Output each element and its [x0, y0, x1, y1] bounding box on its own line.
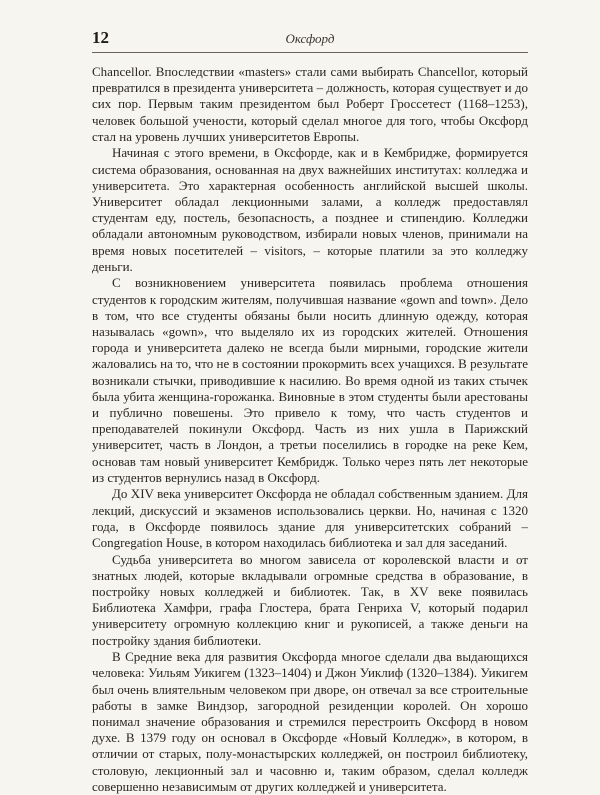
running-title: Оксфорд	[285, 31, 335, 46]
paragraph-5: Судьба университета во многом зависела от королевской власти и от знатных людей, которые вкладывали огромные средства в образование, в постройку новых колледжей и библиотек. Так, в XV веке появилась Библиотека Хамфри, графа Глостера, брата Генриха V, который подарил университету огромную коллекцию книг и рукописей, а также деньги на постройку здания библиотеки.	[92, 551, 528, 648]
paragraph-3: С возникновением университета появилась проблема отношения студентов к городским жителям, получившая название «gown and town». Дело в том, что все студенты обязаны были носить длинную одежду, которая называлась «gown», что выделяло их из городских жителей. Отношения города и университета далеко не всегда были мирными, городские жители жаловались на то, что не в состоянии прокормить всех учащихся. В результате возникали стычки, приводившие к насилию. Во время одной из таких стычек была убита женщина-горожанка. Виновные в этом студенты были арестованы и публично повешены. Это привело к тому, что часть студентов и преподавателей покинули Оксфорд. Часть из них ушла в Парижский университет, часть в Лондон, а третьи поселились в городке на реке Кем, основав там новый университет Кембридж. Только через пять лет некоторые из студентов вернулись назад в Оксфорд.	[92, 275, 528, 485]
paragraph-1: Chancellor. Впоследствии «masters» стали сами выбирать Chancellor, который превратился в президента университета – должность, которая существует и до сих пор. Первым таким президентом был Роберт Гроссетест (1168–1253), человек большой учености, который сделал многое для того, чтобы Оксфорд стал на уровень лучших университетов Европы.	[92, 64, 528, 144]
page-header	[92, 28, 528, 50]
body-text	[92, 64, 528, 795]
page-number: 12	[92, 28, 109, 47]
paragraph-4: До XIV века университет Оксфорда не обладал собственным зданием. Для лекций, дискуссий и экзаменов использовались церкви. Но, начиная с 1320 года, в Оксфорде появилось здание для университетских собраний – Congregation House, в котором находилась библиотека и зал для заседаний.	[92, 486, 528, 551]
header-rule	[92, 52, 528, 53]
paragraph-6: В Средние века для развития Оксфорда многое сделали два выдающихся человека: Уильям Уикигем (1323–1404) и Джон Уиклиф (1320–1384). Уикигем был очень влиятельным человеком при дворе, он отвечал за все строительные работы в замке Виндзор, загородной резиденции королей. Он хорошо понимал значение образования и стремился перестроить Оксфорд в новом духе. В 1379 году он основал в Оксфорде «Новый Колледж», в котором, в отличии от старых, полу-монастырских колледжей, он построил библиотеку, столовую, лекционный зал и часовню и, таким образом, сделал колледж совершенно независимым от других колледжей и университета.	[92, 649, 528, 794]
paragraph-2: Начиная с этого времени, в Оксфорде, как и в Кембридже, формируется система образования, основанная на двух важнейших институтах: колледжа и университета. Это характерная особенность английской высшей школы. Университет обладал лекционными залами, а колледж предоставлял студентам еду, постель, безопасность, а позднее и стипендию. Колледжи обладали автономным руководством, избирали новых членов, принимали на время новых посетителей – visitors, – которые платили за это колледжу деньги.	[92, 145, 528, 274]
